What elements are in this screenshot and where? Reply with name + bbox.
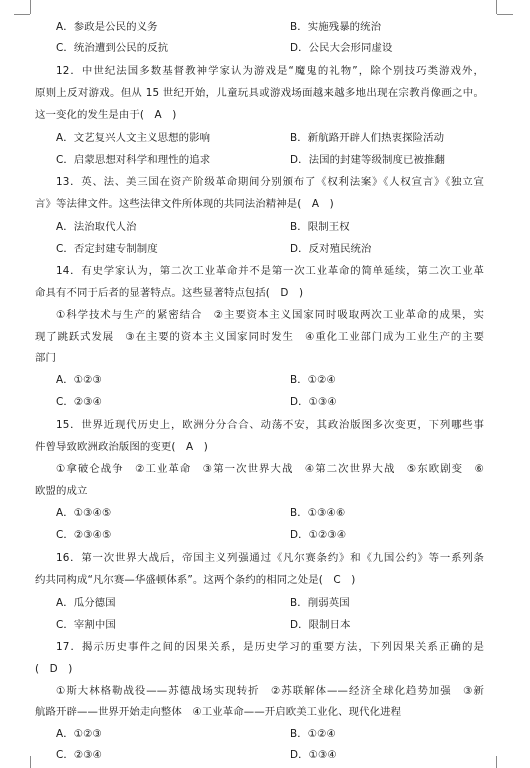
q14-statement-line2: 现了跳跃式发展 ③在主要的资本主义国家同时发生 ④重化工业部门成为工业生产的主要 <box>35 331 484 343</box>
q14-stem-line2: 命具有不同于后者的显著特点。这些显著特点包括( D ) <box>35 287 304 299</box>
q13-option-c: C．否定封建专制制度 <box>56 243 158 255</box>
q17-option-c: C．②③④ <box>56 749 103 761</box>
q17-option-d: D．①③④ <box>290 749 337 761</box>
q13-option-b: B．限制王权 <box>290 221 350 233</box>
q12-stem-line3: 这一变化的发生是由于( A ) <box>35 109 177 121</box>
q14-option-a: A．①②③ <box>56 374 102 386</box>
q12-stem-line2: 原则上反对游戏。但从 15 世纪开始，儿童玩具或游戏场面越来越多地出现在宗教肖像画之中。 <box>35 87 484 99</box>
q12-stem-line1: 12．中世纪法国多数基督教神学家认为游戏是“魔鬼的礼物”，除个别技巧类游戏外， <box>56 65 484 77</box>
q17-option-b: B．①②④ <box>290 728 336 740</box>
q17-stem-line2: ( D ) <box>35 663 73 675</box>
q14-option-d: D．①③④ <box>290 396 337 408</box>
crop-mark-top-right <box>496 0 497 14</box>
crop-mark-bottom-right <box>496 756 497 768</box>
q15-statement-line1: ①拿破仑战争 ②工业革命 ③第一次世界大战 ④第二次世界大战 ⑤东欧剧变 ⑥ <box>56 463 484 475</box>
q17-option-a: A．①②③ <box>56 728 102 740</box>
q12-option-b: B．新航路开辟人们热衷探险活动 <box>290 132 445 144</box>
crop-mark-bottom-left <box>30 756 31 768</box>
q13-option-d: D．反对殖民统治 <box>290 243 372 255</box>
q12-option-a: A．文艺复兴人文主义思想的影响 <box>56 132 211 144</box>
q14-stem-line1: 14．有史学家认为，第二次工业革命并不是第一次工业革命的简单延续，第二次工业革 <box>56 265 484 277</box>
q14-option-b: B．①②④ <box>290 374 336 386</box>
q14-option-c: C．②③④ <box>56 396 103 408</box>
q15-statement-line2: 欧盟的成立 <box>35 485 88 497</box>
q12-option-c: C．启蒙思想对科学和理性的追求 <box>56 154 211 166</box>
q16-option-b: B．削弱英国 <box>290 597 350 609</box>
q17-statement-line2: 航路开辟——世界开始走向整体 ④工业革命——开启欧美工业化、现代化进程 <box>35 706 402 718</box>
q13-stem-line1: 13．英、法、美三国在资产阶级革命期间分别颁布了《权利法案》《人权宣言》《独立宣 <box>56 176 484 188</box>
option-c: C．统治遭到公民的反抗 <box>56 42 169 54</box>
q13-option-a: A．法治取代人治 <box>56 221 137 233</box>
q17-stem-line1: 17．揭示历史事件之间的因果关系，是历史学习的重要方法，下列因果关系正确的是 <box>56 641 484 653</box>
q15-stem-line1: 15．世界近现代历史上，欧洲分分合合、动荡不安，其政治版图多次变更，下列哪些事 <box>56 419 484 431</box>
q12-option-d: D．法国的封建等级制度已被推翻 <box>290 154 445 166</box>
q16-stem-line1: 16．第一次世界大战后，帝国主义列强通过《凡尔赛条约》和《九国公约》等一系列条 <box>56 552 484 564</box>
q15-option-a: A．①③④⑤ <box>56 507 112 519</box>
q16-option-c: C．宰割中国 <box>56 619 116 631</box>
q17-statement-line1: ①斯大林格勒战役——苏德战场实现转折 ②苏联解体——经济全球化趋势加强 ③新 <box>56 685 484 697</box>
q15-stem-line2: 件曾导致欧洲政治版图的变更( A ) <box>35 441 208 453</box>
q16-option-d: D．限制日本 <box>290 619 351 631</box>
option-a: A．参政是公民的义务 <box>56 21 158 33</box>
q14-statement-line1: ①科学技术与生产的紧密结合 ②主要资本主义国家同时吸取两次工业革命的成果，实 <box>56 309 484 321</box>
q16-option-a: A．瓜分德国 <box>56 597 116 609</box>
q14-statement-line3: 部门 <box>35 352 56 364</box>
q15-option-d: D．①②③④ <box>290 529 347 541</box>
option-b: B．实施残暴的统治 <box>290 21 382 33</box>
q13-stem-line2: 言》等法律文件。这些法律文件所体现的共同法治精神是( A ) <box>35 198 334 210</box>
crop-mark-top-left <box>30 0 31 14</box>
q15-option-c: C．②③④⑤ <box>56 529 112 541</box>
crop-mark-top-right-h <box>497 14 513 15</box>
q16-stem-line2: 约共同构成“凡尔赛—华盛顿体系”。这两个条约的相同之处是( C ) <box>35 574 356 586</box>
crop-mark-top-left-h <box>14 14 30 15</box>
option-d: D．公民大会形同虚设 <box>290 42 393 54</box>
q15-option-b: B．①③④⑥ <box>290 507 346 519</box>
